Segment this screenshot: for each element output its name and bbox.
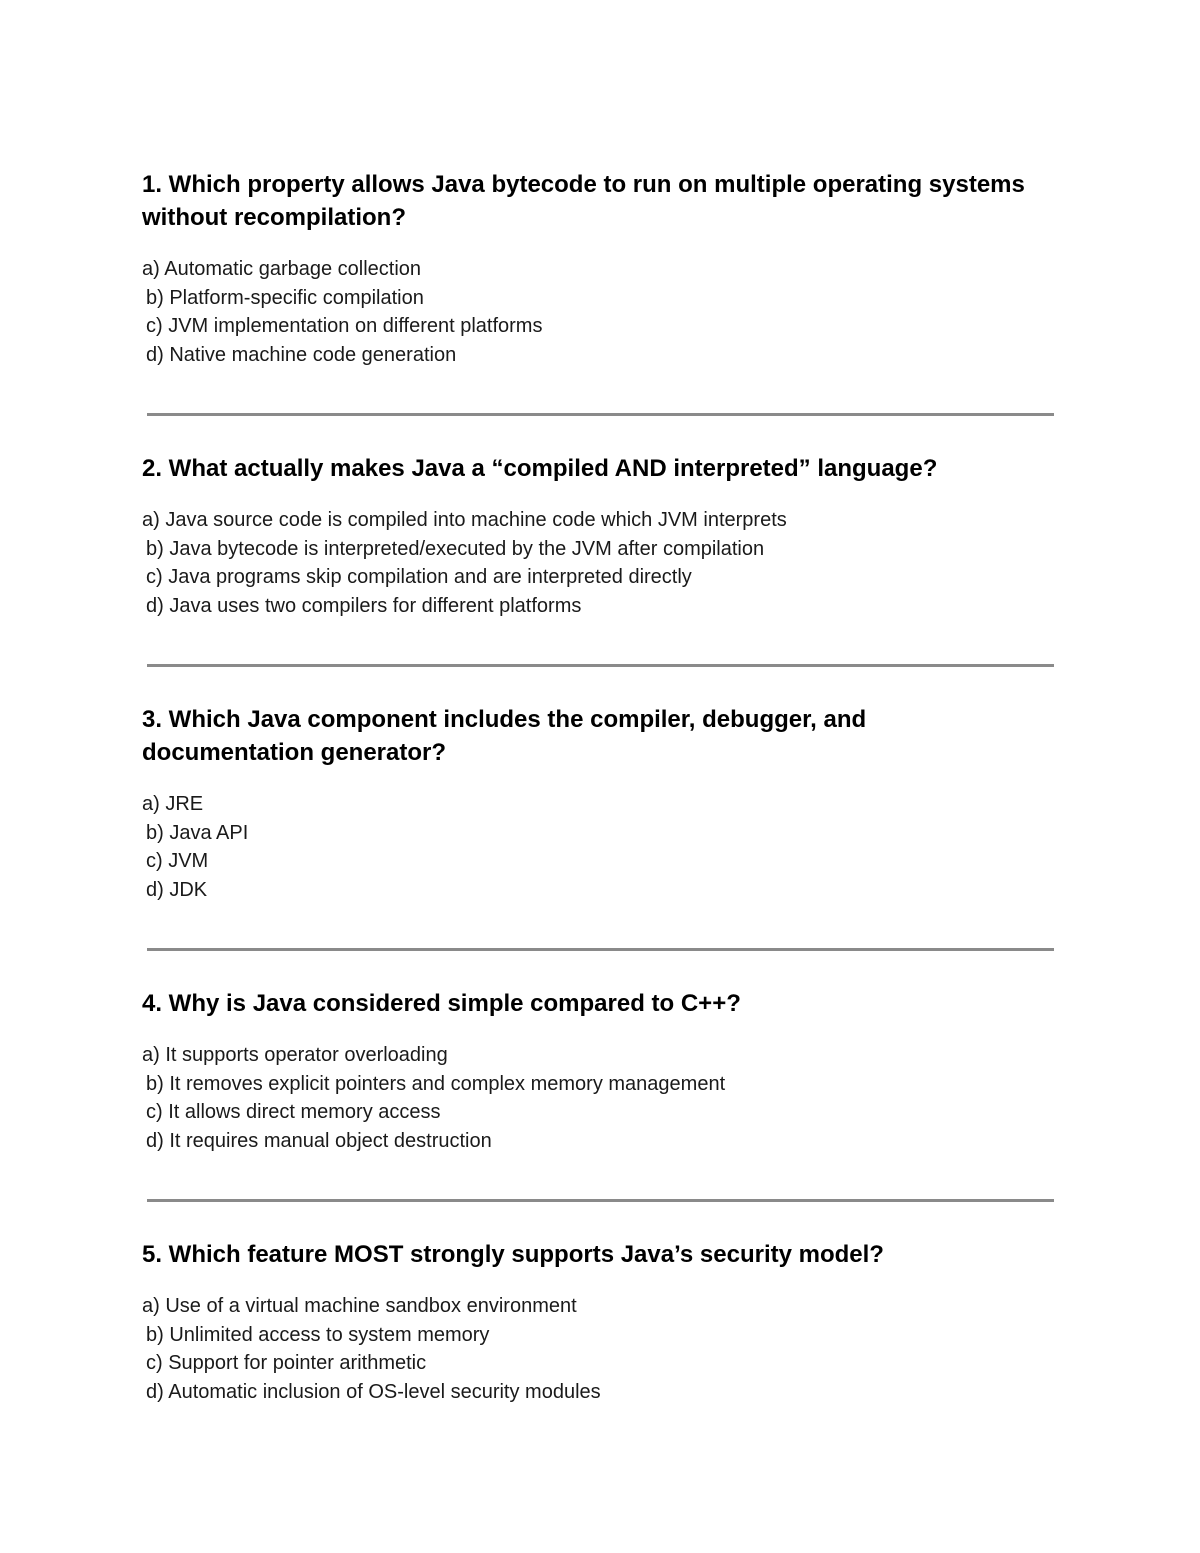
question-4 — [142, 987, 1062, 1156]
question-1-options — [142, 255, 1062, 370]
divider-1 — [147, 413, 1054, 416]
option-b: b) Platform-specific compilation — [146, 286, 424, 309]
divider-2 — [147, 664, 1054, 667]
option-b: b) Unlimited access to system memory — [146, 1323, 490, 1346]
option-b: b) Java API — [146, 821, 249, 844]
option-d: d) It requires manual object destruction — [146, 1130, 492, 1153]
option-a: a) Automatic garbage collection — [142, 258, 422, 280]
option-c: c) JVM implementation on different platforms — [146, 315, 543, 338]
option-a: a) JRE — [142, 793, 204, 815]
question-3 — [142, 703, 1062, 905]
question-3-options — [142, 790, 1062, 905]
option-d: d) Native machine code generation — [146, 344, 457, 367]
option-d: d) JDK — [146, 879, 208, 902]
question-2 — [142, 452, 1062, 621]
option-d: d) Java uses two compilers for different platforms — [146, 595, 582, 618]
question-5 — [142, 1238, 1062, 1407]
option-a: a) Java source code is compiled into machine code which JVM interprets — [142, 509, 787, 531]
question-3-title: 3. Which Java component includes the compiler, debugger, and documentation generator? — [142, 706, 867, 766]
divider-3 — [147, 948, 1054, 951]
option-c: c) It allows direct memory access — [146, 1101, 441, 1124]
option-a: a) It supports operator overloading — [142, 1044, 448, 1066]
question-5-options — [142, 1292, 1062, 1407]
divider-4 — [147, 1199, 1054, 1202]
question-5-title: 5. Which feature MOST strongly supports Java’s security model? — [142, 1241, 884, 1268]
question-2-options — [142, 506, 1062, 621]
option-b: b) It removes explicit pointers and complex memory management — [146, 1072, 726, 1095]
question-4-options — [142, 1041, 1062, 1156]
option-c: c) Java programs skip compilation and are interpreted directly — [146, 566, 692, 589]
option-c: c) JVM — [146, 850, 209, 873]
question-1-title: 1. Which property allows Java bytecode to run on multiple operating systems without recompilation? — [142, 171, 1025, 231]
question-2-title: 2. What actually makes Java a “compiled AND interpreted” language? — [142, 455, 938, 482]
option-b: b) Java bytecode is interpreted/executed by the JVM after compilation — [146, 537, 765, 560]
option-d: d) Automatic inclusion of OS-level security modules — [146, 1381, 601, 1404]
question-4-title: 4. Why is Java considered simple compared to C++? — [142, 990, 741, 1017]
option-a: a) Use of a virtual machine sandbox environment — [142, 1295, 577, 1317]
question-1 — [142, 168, 1062, 370]
option-c: c) Support for pointer arithmetic — [146, 1352, 427, 1375]
